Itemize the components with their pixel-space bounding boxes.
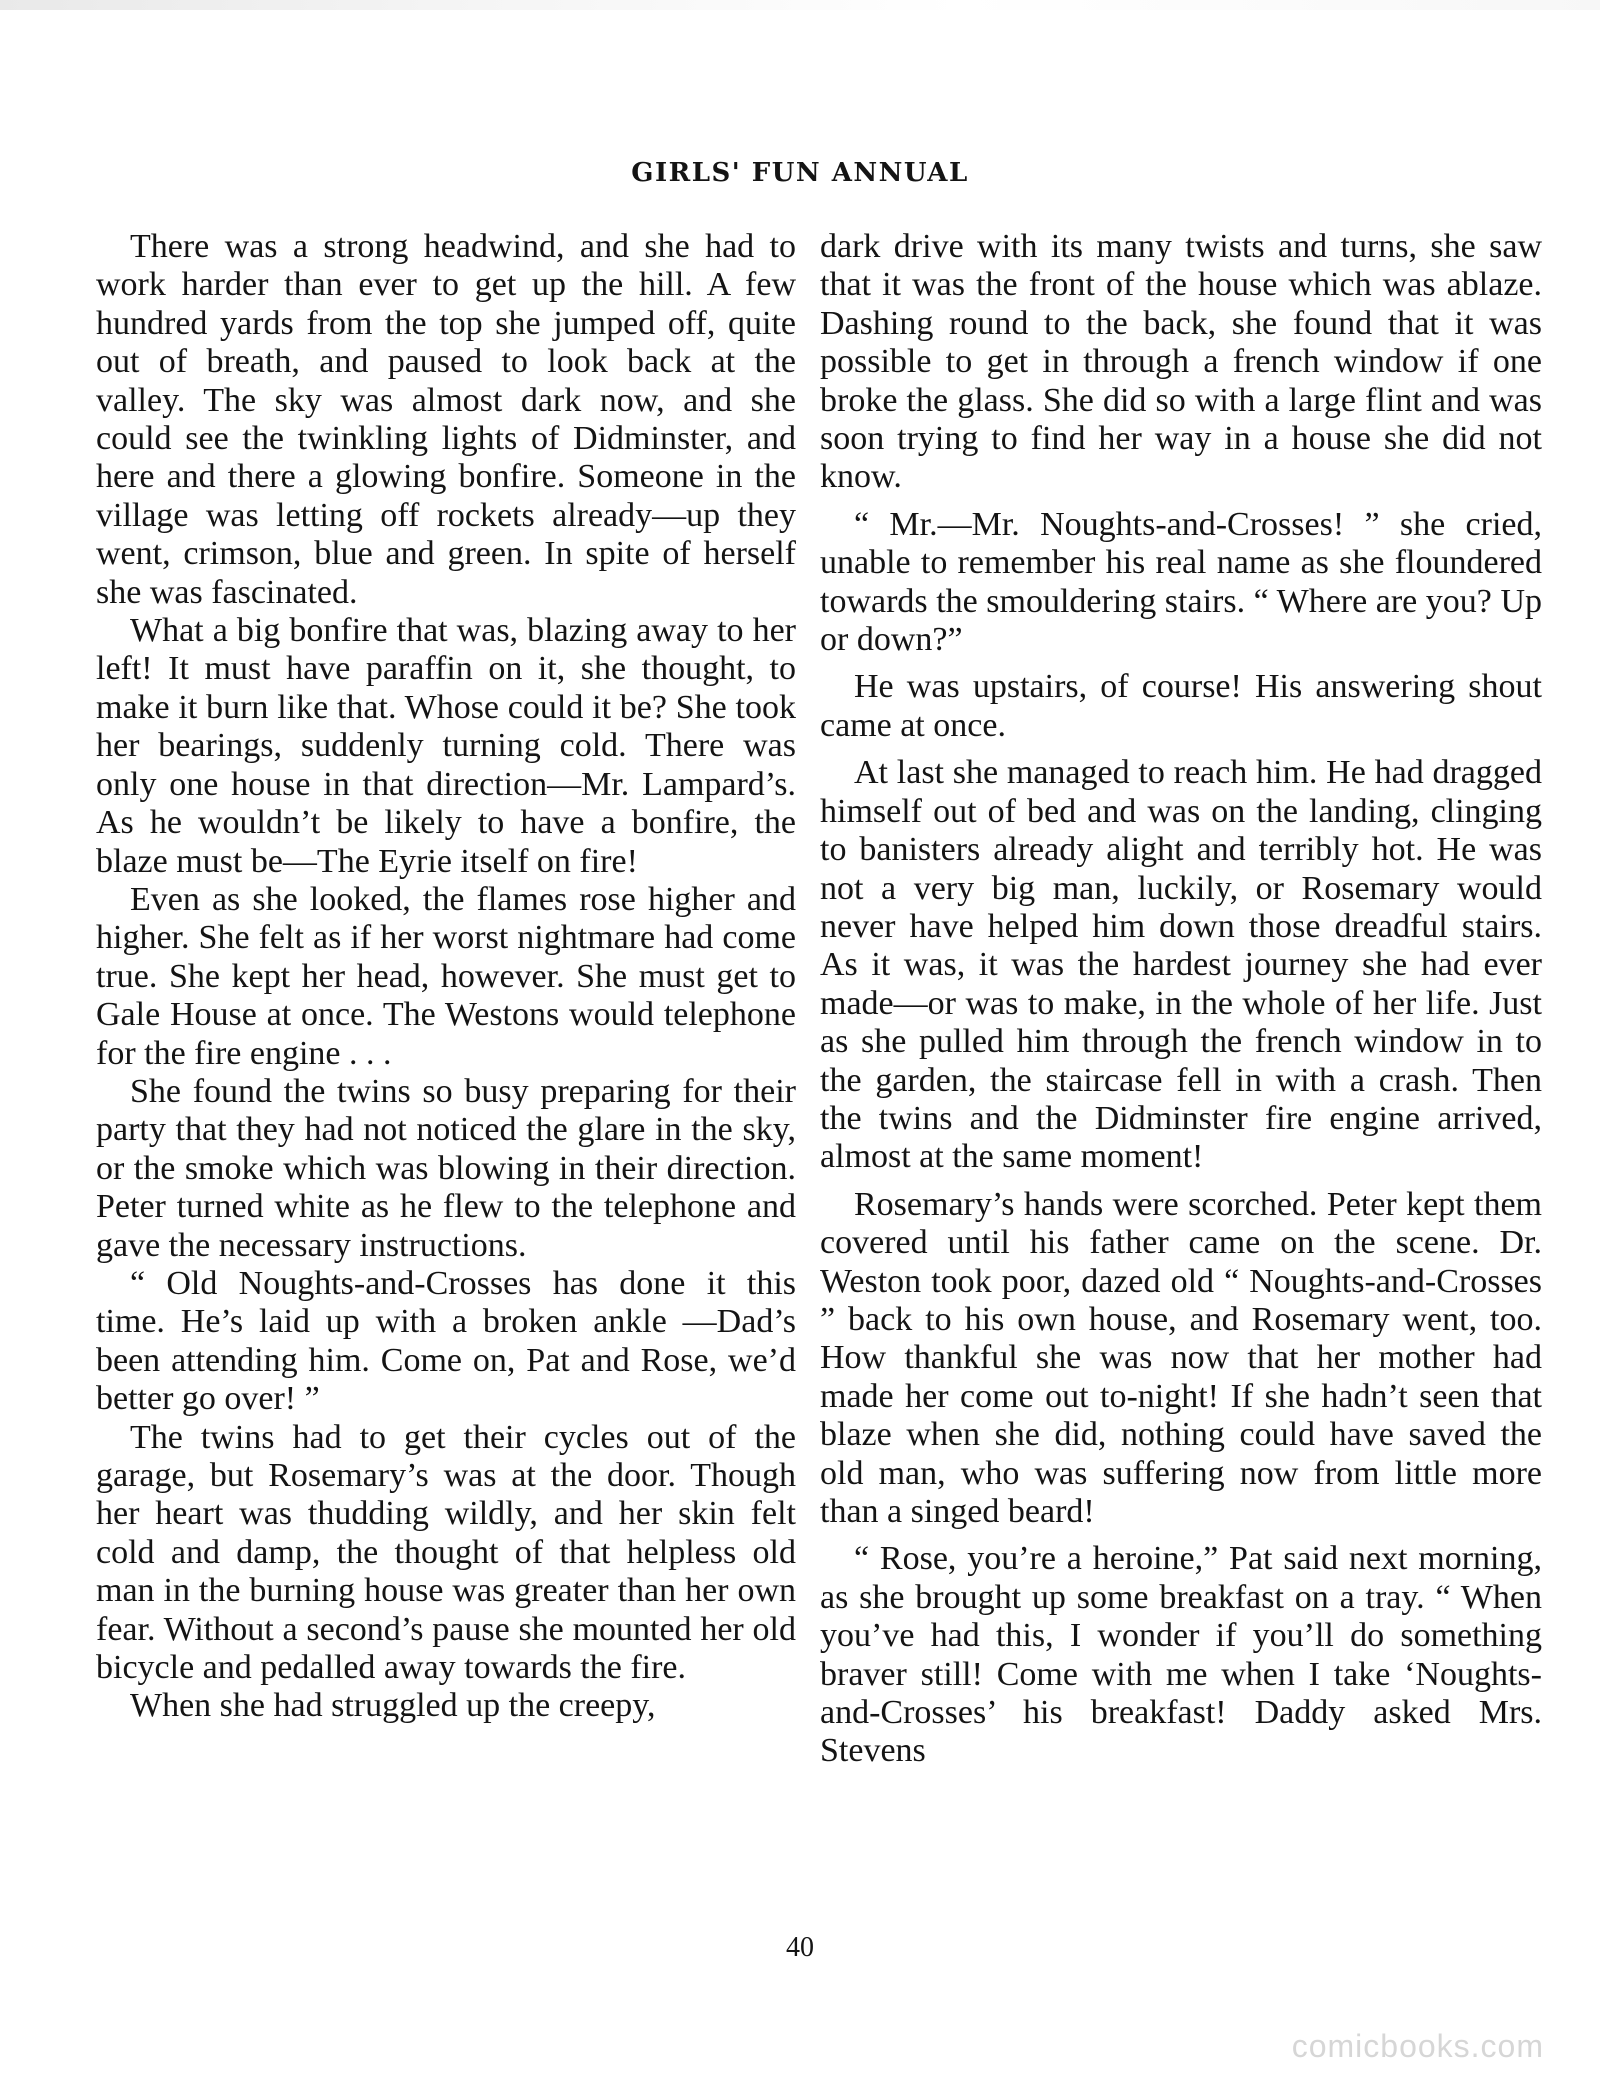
paragraph: There was a strong headwind, and she had to work harder than ever to get up the hill. A few hundred yards from the top she jumped off, quite out of breath, and paused to look back at the valley. The sky was almost dark now, and she could see the twinkling lights of Didminster, and here and there a glowing bonfire. Someone in the village was letting off rockets already—up they went, crimson, blue and green. In spite of herself she was fascinated. [96, 228, 796, 611]
right-column [820, 228, 1542, 1771]
paragraph: Rosemary’s hands were scorched. Peter kept them covered until his father came on the scene. Dr. Weston took poor, dazed old “ Noughts-and-Crosses ” back to his own house, and Rosemary went, too. How thankful she was now that her mother had made her come out to-night! If she hadn’t seen that blaze when she did, nothing could have saved the old man, who was suffering now from little more than a singed beard! [820, 1185, 1542, 1530]
paragraph: He was upstairs, of course! His answering shout came at once. [820, 668, 1542, 744]
paragraph: “ Old Noughts-and-Crosses has done it this time. He’s laid up with a broken ankle —Dad’s been attending him. Come on, Pat and Rose, we’d better go over! ” [96, 1264, 796, 1418]
paragraph: The twins had to get their cycles out of the garage, but Rosemary’s was at the door. Though her heart was thudding wildly, and her skin felt cold and damp, the thought of that helpless old man in the burning house was greater than her own fear. Without a second’s pause she mounted her old bicycle and pedalled away towards the fire. [96, 1418, 796, 1687]
paragraph: She found the twins so busy preparing for their party that they had not noticed the glare in the sky, or the smoke which was blowing in their direction. Peter turned white as he flew to the telephone and gave the necessary instructions. [96, 1072, 796, 1264]
running-head: GIRLS' FUN ANNUAL [631, 158, 969, 188]
left-column [96, 228, 796, 1726]
paragraph: What a big bonfire that was, blazing away to her left! It must have paraffin on it, she thought, to make it burn like that. Whose could it be? She took her bearings, suddenly turning cold. There was only one house in that direction—Mr. Lampard’s. As he wouldn’t be likely to have a bonfire, the blaze must be—The Eyrie itself on fire! [96, 612, 796, 880]
scan-edge [0, 0, 1600, 10]
paragraph: “ Rose, you’re a heroine,” Pat said next morning, as she brought up some breakfast on a tray. “ When you’ve had this, I wonder if you’ll do something braver still! Come with me when I take ‘Noughts-and-Crosses’ his breakfast! Daddy asked Mrs. Stevens [820, 1540, 1542, 1770]
paragraph: “ Mr.—Mr. Noughts-and-Crosses! ” she cried, unable to remember his real name as she floundered towards the smouldering stairs. “ Where are you? Up or down?” [820, 505, 1542, 659]
watermark: comicbooks.com [1291, 2028, 1544, 2064]
page-number: 40 [786, 1932, 814, 1963]
paragraph: When she had struggled up the creepy, [130, 1687, 656, 1725]
paragraph: At last she managed to reach him. He had dragged himself out of bed and was on the landing, clinging to banisters already alight and terribly hot. He was not a very big man, luckily, or Rosemary would never have helped him down those dreadful stairs. As it was, it was the hardest journey she had ever made—or was to make, in the whole of her life. Just as she pulled him through the french window in to the garden, the staircase fell in with a crash. Then the twins and the Didminster fire engine arrived, almost at the same moment! [820, 754, 1542, 1176]
paragraph: dark drive with its many twists and turns, she saw that it was the front of the house which was ablaze. Dashing round to the back, she found that it was possible to get in through a french window if one broke the glass. She did so with a large flint and was soon trying to find her way in a house she did not know. [820, 228, 1542, 496]
paragraph: Even as she looked, the flames rose higher and higher. She felt as if her worst nightmare had come true. She kept her head, however. She must get to Gale House at once. The Westons would telephone for the fire engine . . . [96, 880, 796, 1072]
